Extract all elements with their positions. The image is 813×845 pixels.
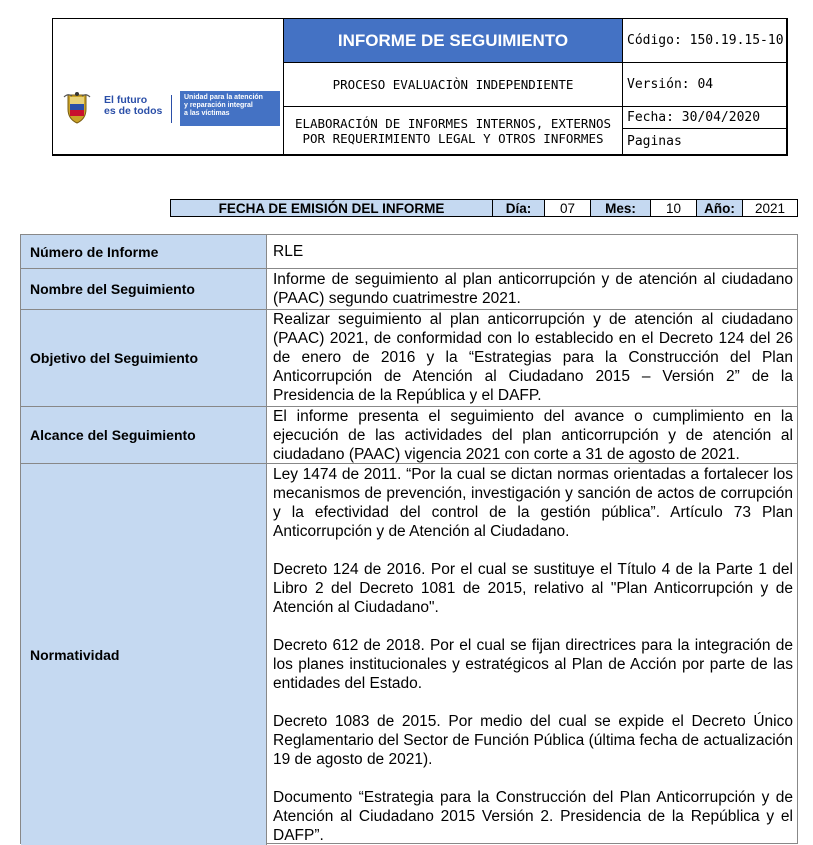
report-title: INFORME DE SEGUIMIENTO [337, 30, 569, 50]
normativity-paragraph: Decreto 124 de 2016. Por el cual se sustituye el Título 4 de la Parte 1 del Libro 2 del Decreto 1081 de 2015, relativo al "Plan Anticorrupción y de Atención al Ciudadano". [273, 561, 793, 616]
year-label: Año: [697, 200, 743, 216]
day-label: Día: [493, 200, 545, 216]
row-value: El informe presenta el seguimiento del avance o cumplimiento en la ejecución de las actividades del plan anticorrupción y de atención al ciudadano (PAAC) vigencia 2021 con corte a 31 de agosto de 2021. [273, 408, 793, 463]
row-label-cell [21, 464, 267, 845]
institution-logo [58, 89, 281, 129]
unit-line-2: y reparación integral [184, 102, 253, 109]
emission-date-row [170, 199, 798, 217]
pages-cell [623, 129, 787, 155]
normativity-paragraph: Ley 1474 de 2011. “Por la cual se dictan normas orientadas a fortalecer los mecanismos de prevención, investigación y sanción de actos de corrupción y la efectividad del control de la gestión pública”. Artículo 73 Plan Anticorrupción y de Atención al Ciudadano. [273, 466, 793, 540]
day-value: 07 [545, 200, 591, 216]
row-label-cell [21, 310, 267, 406]
coat-of-arms-icon [62, 91, 92, 125]
row-value-cell [267, 310, 797, 406]
unit-line-3: a las víctimas [184, 110, 230, 117]
row-label: Normatividad [30, 646, 120, 663]
brand-line-2: es de todos [104, 105, 163, 117]
row-value-cell [267, 269, 797, 309]
month-value: 10 [651, 200, 697, 216]
emission-date-label: FECHA DE EMISIÓN DEL INFORME [171, 200, 493, 216]
unit-badge [180, 91, 280, 126]
document-pages: Paginas [627, 134, 682, 149]
process-cell [284, 63, 623, 107]
row-value: RLE [273, 243, 304, 260]
row-value: Realizar seguimiento al plan anticorrupción y de atención al ciudadano (PAAC) 2021, de conformidad con lo establecido en el Decreto 124 del 26 de enero de 2016 y la “Estrategias para la Construcción del Plan Anticorrupción de Atención al Ciudadano 2015 – Versión 2” de la Presidencia de la República y el DAFP. [273, 311, 793, 404]
date-cell [623, 107, 787, 129]
table-row [21, 464, 797, 845]
row-label-cell [21, 269, 267, 309]
row-label-cell [21, 407, 267, 463]
year-value: 2021 [743, 200, 797, 216]
process-name: PROCESO EVALUACIÒN INDEPENDIENTE [332, 77, 574, 92]
code-cell [623, 19, 787, 63]
brand-text [104, 95, 172, 123]
document-code: Código: 150.19.15-10 [627, 33, 784, 48]
normativity-paragraph: Decreto 612 de 2018. Por el cual se fijan directrices para la integración de los planes institucionales y estratégicos al Plan de Acción por parte de las entidades del Estado. [273, 637, 793, 692]
normativity-paragraph: Decreto 1083 de 2015. Por medio del cual se expide el Decreto Único Reglamentario del Sector de Función Pública (última fecha de actualización 19 de agosto de 2021). [273, 713, 793, 768]
row-label: Alcance del Seguimiento [30, 427, 196, 443]
report-title-cell [284, 19, 623, 63]
report-info-table [20, 234, 798, 844]
unit-line-1: Unidad para la atención [184, 94, 263, 101]
row-label: Objetivo del Seguimiento [30, 350, 199, 366]
table-row [21, 310, 797, 407]
month-label: Mes: [591, 200, 651, 216]
normativity-paragraph: Documento “Estrategia para la Construcción del Plan Anticorrupción y de Atención al Ciudadano 2015 Versión 2. Presidencia de la República y el DAFP”. [273, 789, 793, 844]
brand-line-1: El futuro [104, 94, 148, 106]
document-version: Versión: 04 [627, 77, 714, 92]
elaboration-cell [284, 107, 623, 155]
table-row [21, 407, 797, 464]
table-row [21, 235, 797, 269]
row-value-cell [267, 407, 797, 463]
version-cell [623, 63, 787, 107]
logo-cell [53, 19, 284, 155]
row-value-cell [267, 235, 797, 268]
row-label: Número de Informe [30, 243, 159, 260]
elaboration-text: ELABORACIÓN DE INFORMES INTERNOS, EXTERNOS POR REQUERIMIENTO LEGAL Y OTROS INFORMES [294, 115, 612, 146]
row-label-cell [21, 235, 267, 268]
row-value: Informe de seguimiento al plan anticorrupción y de atención al ciudadano (PAAC) segundo cuatrimestre 2021. [273, 271, 793, 307]
row-label: Nombre del Seguimiento [30, 281, 195, 297]
document-date: Fecha: 30/04/2020 [627, 110, 761, 125]
table-row [21, 269, 797, 310]
row-value-cell [267, 464, 797, 845]
document-header [52, 18, 788, 156]
